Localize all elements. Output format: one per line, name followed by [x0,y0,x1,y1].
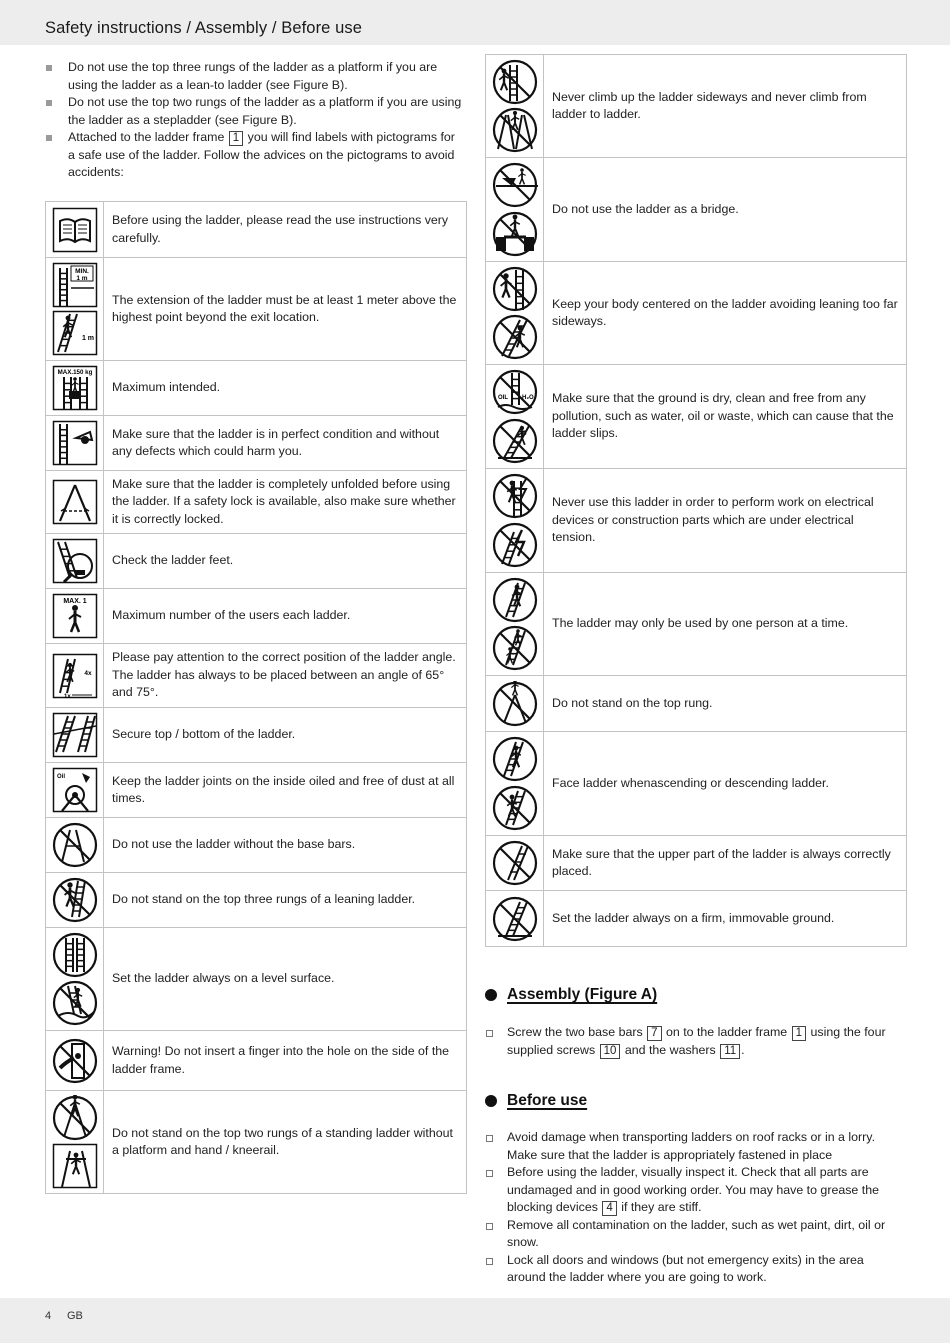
svg-text:4x: 4x [83,669,92,677]
pictogram-description [544,469,906,572]
pictogram-cell [486,891,544,946]
pictogram-description [104,416,466,470]
description-text: Please pay attention to the correct position of the ladder angle. The ladder has always to be placed between an angle of 65° and 75°. [112,650,456,700]
square-bullet-icon [46,100,52,106]
square-outline-bullet-icon [486,1030,493,1037]
no-slippery-ground-icon [492,369,538,415]
reference-number-box: 10 [600,1044,621,1059]
assembly-title: Assembly (Figure A) [507,986,658,1003]
text-segment: you will find labels with pictograms for a safe use of the ladder. Follow the advices on the pictograms to avoid accidents: [68,130,455,179]
list-item-text [507,1253,864,1285]
description-text: Do not use the ladder as a bridge. [552,201,739,216]
pictogram-cell [46,1091,104,1193]
ladder-feet-icon [52,538,98,584]
pictogram-cell [46,928,104,1030]
text-segment: using the four supplied screws [507,1025,886,1057]
intro-list-item [45,129,465,182]
pictogram-cell [486,573,544,675]
list-item-text [507,1165,879,1214]
unfolded-ladder-icon [52,479,98,525]
text-segment: Screw the two base bars [507,1025,647,1039]
no-leaning-icon [492,266,538,312]
page-number: 4 [45,1310,52,1322]
no-slipping-ladder-icon [492,418,538,464]
pictogram-row [46,873,466,928]
description-text: Face ladder whenascending or descending ladder. [552,775,829,790]
pictogram-row [46,471,466,534]
no-top-rung-icon [492,681,538,727]
description-text: Never climb up the ladder sideways and never climb from ladder to ladder. [552,89,867,121]
pictogram-description [544,365,906,468]
pictogram-cell [46,416,104,470]
intro-item-text [68,95,461,127]
pictogram-description [544,262,906,364]
pictogram-description [104,361,466,415]
text-segment: Do not use the top two rungs of the ladder as a platform if you are using the ladder as a stepladder (see Figure B). [68,95,462,127]
page-title: Safety instructions / Assembly / Before use [45,19,363,37]
no-top-three-rungs-icon [52,877,98,923]
pictogram-row [46,1031,466,1091]
pictogram-row [486,469,906,573]
list-item [485,1164,905,1217]
pictogram-row [46,644,466,708]
upper-part-icon [492,840,538,886]
pictogram-row [486,676,906,732]
text-segment: Remove all contamination on the ladder, such as wet paint, dirt, oil or snow. [507,1217,886,1249]
description-text: Set the ladder always on a firm, immovable ground. [552,910,835,925]
pictogram-cell [46,708,104,762]
square-outline-bullet-icon [486,1170,493,1177]
description-text: Before using the ladder, please read the use instructions very carefully. [112,213,449,245]
square-bullet-icon [46,135,52,141]
pictogram-description [544,573,906,675]
pictogram-table-right [485,54,907,947]
list-item-text [507,1025,886,1057]
description-text: Check the ladder feet. [112,553,234,568]
reference-number-box: 1 [792,1026,806,1041]
pictogram-cell [46,818,104,872]
pictogram-cell [46,202,104,257]
before-use-heading [485,1092,587,1110]
no-wheelbarrow-icon [492,162,538,208]
description-text: Make sure that the ladder is in perfect condition and without any defects which could harm you. [112,426,440,458]
square-outline-bullet-icon [486,1135,493,1142]
secure-ladder-icon [52,712,98,758]
pictogram-cell [46,873,104,927]
electric-shock-icon [492,522,538,568]
pictogram-cell [486,158,544,261]
description-text: Maximum number of the users each ladder. [112,608,351,623]
pictogram-cell [46,589,104,643]
square-outline-bullet-icon [486,1223,493,1230]
description-text: Make sure that the ground is dry, clean and free from any pollution, such as water, oil or waste, which can cause that the ladder slips. [552,391,894,441]
text-segment: Avoid damage when transporting ladders on roof racks or in a lorry. Make sure that the ladder is appropriately fastened in place [507,1130,876,1162]
intro-item-text [68,130,455,179]
level-surface-icon [52,932,98,978]
text-segment: Before using the ladder, visually inspect it. Check that all parts are undamaged and in good working order. You may have to grease the blocking devices [507,1165,879,1214]
pictogram-cell [486,732,544,835]
svg-text:1x: 1x [63,693,71,699]
description-text: Maximum intended. [112,380,221,395]
text-segment: . [741,1042,745,1057]
pictogram-row [486,573,906,676]
pictogram-row [46,928,466,1031]
face-ladder-icon [492,736,538,782]
description-text: Keep the ladder joints on the inside oiled and free of dust at all times. [112,773,455,805]
pictogram-row [486,158,906,262]
ladder-angle-icon [52,653,98,699]
pictogram-row [46,534,466,589]
pictogram-description [104,471,466,533]
pictogram-cell [486,55,544,157]
no-electrical-work-icon [492,473,538,519]
climber-1m-icon [52,310,98,356]
pictogram-row [46,202,466,258]
square-outline-bullet-icon [486,1258,493,1265]
svg-text:OIL: OIL [497,395,508,402]
max-load-icon [52,365,98,411]
pictogram-description [104,1091,466,1193]
description-text: Do not stand on the top three rungs of a leaning ladder. [112,892,416,907]
pictogram-description [104,928,466,1030]
list-item [485,1252,905,1287]
before-use-title: Before use [507,1092,588,1109]
pictogram-description [544,891,906,946]
assembly-list [485,1024,905,1059]
pictogram-description [104,534,466,588]
description-text: Warning! Do not insert a finger into the hole on the side of the ladder frame. [112,1044,450,1076]
pictogram-cell [486,262,544,364]
reference-number-box: 7 [647,1026,661,1041]
pictogram-cell [486,365,544,468]
pictogram-cell [486,676,544,731]
pictogram-cell [46,534,104,588]
pictogram-row [486,891,906,947]
svg-text:MAX.150 kg: MAX.150 kg [57,369,92,376]
pictogram-cell [46,763,104,817]
text-segment: Lock all doors and windows (but not emergency exits) in the area around the ladder where you are going to work. [507,1252,864,1284]
description-text: Do not stand on the top two rungs of a standing ladder without a platform and hand / kneerail. [112,1125,453,1157]
description-text: The ladder may only be used by one person at a time. [552,616,849,631]
svg-text:MAX. 1: MAX. 1 [62,598,87,605]
pictogram-description [104,818,466,872]
reference-number-box: 11 [720,1044,740,1059]
oil-joint-icon [52,767,98,813]
no-finger-icon [52,1038,98,1084]
pictogram-row [486,262,906,365]
pictogram-row [46,258,466,361]
text-segment: on to the ladder frame [662,1025,791,1039]
pictogram-description [104,644,466,707]
pictogram-cell [46,471,104,533]
pictogram-row [486,732,906,836]
pictogram-row [486,365,906,469]
pictogram-description [104,589,466,643]
list-item [485,1129,905,1164]
pictogram-description [104,708,466,762]
no-two-persons-icon [492,625,538,671]
pictogram-description [104,258,466,360]
svg-text:MIN.: MIN. [74,268,89,275]
description-text: Secure top / bottom of the ladder. [112,727,296,742]
pictogram-description [544,158,906,261]
reference-number-box: 4 [602,1201,616,1216]
pictogram-cell [46,1031,104,1090]
no-falling-icon [492,314,538,360]
list-item-text [507,1218,885,1250]
heading-bullet-icon [485,989,497,1001]
pictogram-row [46,708,466,763]
intro-list-item [45,94,465,129]
description-text: Keep your body centered on the ladder avoiding leaning too far sideways. [552,296,898,328]
no-back-to-ladder-icon [492,785,538,831]
list-item-text [507,1130,875,1162]
pictogram-row [46,416,466,471]
pictogram-description [544,55,906,157]
svg-text:H₂O: H₂O [521,395,534,402]
pictogram-description [544,676,906,731]
no-top-two-rungs-icon [52,1095,98,1141]
intro-item-text [68,60,437,92]
svg-text:Oil: Oil [56,774,65,780]
pictogram-description [104,763,466,817]
square-bullet-icon [46,65,52,71]
pictogram-row [46,1091,466,1194]
no-sideways-icon [492,59,538,105]
no-ladder-to-ladder-icon [492,107,538,153]
one-person-icon [492,577,538,623]
min-extension-icon [52,262,98,308]
ladder-inspect-icon [52,420,98,466]
description-text: The extension of the ladder must be at least 1 meter above the highest point beyond the exit location. [112,292,457,324]
book-icon [52,207,98,253]
assembly-heading [485,986,657,1004]
svg-text:1 m: 1 m [75,275,88,282]
description-text: Set the ladder always on a level surface. [112,971,335,986]
intro-list [45,59,465,182]
reference-number-box: 1 [229,131,243,146]
text-segment: if they are stiff. [617,1200,702,1214]
pictogram-row [46,589,466,644]
list-item [485,1217,905,1252]
pictogram-description [544,732,906,835]
pictogram-description [104,1031,466,1090]
list-item [485,1024,905,1059]
text-segment: Do not use the top three rungs of the ladder as a platform if you are using the ladder as a lean-to ladder (see Figure B). [68,60,438,92]
pictogram-row [46,818,466,873]
no-base-bars-icon [52,822,98,868]
before-use-list [485,1129,905,1287]
kneerail-icon [52,1143,98,1189]
pictogram-description [104,202,466,257]
description-text: Do not use the ladder without the base bars. [112,837,356,852]
pictogram-row [486,836,906,891]
description-text: Make sure that the upper part of the ladder is always correctly placed. [552,846,891,878]
pictogram-row [486,55,906,158]
svg-text:1 m: 1 m [81,335,94,342]
no-uneven-surface-icon [52,980,98,1026]
text-segment: Attached to the ladder frame [68,130,228,144]
pictogram-row [46,763,466,818]
pictogram-row [46,361,466,416]
pictogram-table-left [45,201,467,1194]
page-footer [0,1298,950,1343]
no-bridge-icon [492,211,538,257]
pictogram-cell [486,836,544,890]
text-segment: and the washers [621,1042,720,1057]
pictogram-cell [486,469,544,572]
language-code: GB [67,1310,83,1322]
heading-bullet-icon [485,1095,497,1107]
description-text: Make sure that the ladder is completely unfolded before using the ladder. If a safety lock is available, also make sure whether it is correctly locked. [112,476,456,526]
pictogram-cell [46,258,104,360]
description-text: Do not stand on the top rung. [552,695,713,710]
intro-list-item [45,59,465,94]
max-users-icon [52,593,98,639]
pictogram-cell [46,361,104,415]
description-text: Never use this ladder in order to perform work on electrical devices or construction parts which are under electrical tension. [552,495,874,545]
firm-ground-icon [492,896,538,942]
pictogram-description [104,873,466,927]
pictogram-description [544,836,906,890]
pictogram-cell [46,644,104,707]
